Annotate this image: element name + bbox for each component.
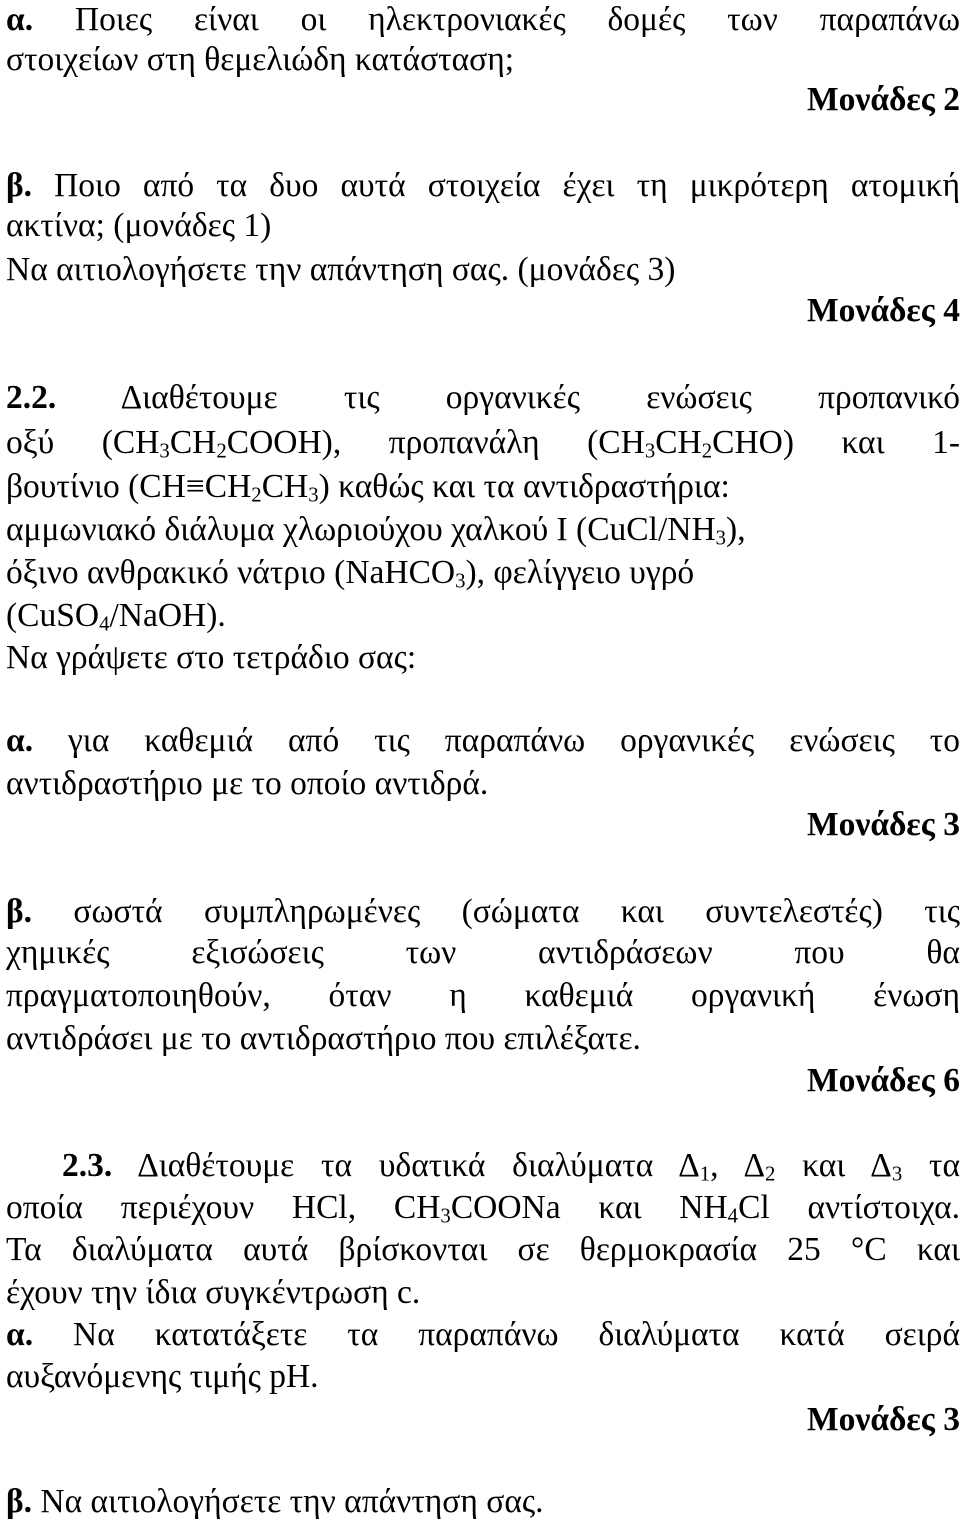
q23-alpha-line2: αυξανόμενης τιμής pH.: [6, 1358, 319, 1395]
q1-beta-line1: β. Ποιο από τα δυο αυτά στοιχεία έχει τη μικρότερη ατομική: [6, 167, 960, 204]
q22-line7: Να γράψετε στο τετράδιο σας:: [6, 639, 417, 676]
q22-beta-points: Μονάδες 6: [807, 1062, 960, 1099]
q22-beta-line4: αντιδράσει με το αντιδραστήριο που επιλέξατε.: [6, 1020, 641, 1057]
q22-beta-line1: β. σωστά συμπληρωμένες (σώματα και συντελεστές) τις: [6, 893, 960, 930]
q23-alpha-points: Μονάδες 3: [807, 1401, 960, 1438]
q22-beta-line2: χημικές εξισώσεις των αντιδράσεων που θα: [6, 934, 960, 971]
q1-alpha-line1: α. Ποιες είναι οι ηλεκτρονιακές δομές των παραπάνω: [6, 1, 960, 38]
q22-beta-line3: πραγματοποιηθούν, όταν η καθεμιά οργανική ένωση: [6, 977, 960, 1014]
q23-number: 2.3.: [62, 1147, 113, 1184]
q23-beta-line1: β. Να αιτιολογήσετε την απάντηση σας.: [6, 1483, 544, 1520]
q1-alpha-points: Μονάδες 2: [807, 81, 960, 118]
q23-line3: Τα διαλύματα αυτά βρίσκονται σε θερμοκρασία 25 °C και: [6, 1231, 960, 1268]
q1-beta-line3: Να αιτιολογήσετε την απάντηση σας. (μονάδες 3): [6, 251, 676, 288]
q22-alpha-line2: αντιδραστήριο με το οποίο αντιδρά.: [6, 765, 489, 802]
triple-bond-symbol: ≡: [185, 468, 205, 505]
q23-alpha-line1: α. Να κατατάξετε τα παραπάνω διαλύματα κατά σειρά: [6, 1316, 960, 1353]
q22-line2: οξύ $(CH_3CH_2COOH)$, προπανάλη $(CH_3CH_2CHO)$ και 1-: [6, 424, 960, 463]
q23-beta-label: β.: [6, 1483, 33, 1520]
q1-beta-points: Μονάδες 4: [807, 292, 960, 329]
q22-beta-label: β.: [6, 893, 33, 930]
q1-beta-line2: ακτίνα; (μονάδες 1): [6, 207, 272, 244]
q22-line4: αμμωνιακό διάλυμα χλωριούχου χαλκού Ι $(CuCl/NH_3)$,: [6, 511, 746, 550]
q1-alpha-line2: στοιχείων στη θεμελιώδη κατάσταση;: [6, 41, 515, 78]
q1-alpha-label: α.: [6, 1, 34, 38]
q23-line4: έχουν την ίδια συγκέντρωση c.: [6, 1274, 421, 1311]
q1-beta-label: β.: [6, 167, 33, 204]
q22-line6: (CuSO$_4$/NaOH).: [6, 597, 226, 636]
q22-number: 2.2.: [6, 379, 57, 416]
q22-line5: όξινο ανθρακικό νάτριο (NaHCO$_3$), φελίγγειο υγρό: [6, 554, 695, 593]
q22-line3: βουτίνιο $(CH\equiv CH_2CH_3)$ καθώς και τα αντιδραστήρια:: [6, 468, 730, 507]
q22-alpha-points: Μονάδες 3: [807, 806, 960, 843]
q22-alpha-line1: α. για καθεμιά από τις παραπάνω οργανικές ενώσεις το: [6, 722, 960, 759]
q23-line2: οποία περιέχουν HCl, $CH_3COONa$ και $NH_4Cl$ αντίστοιχα.: [6, 1189, 960, 1228]
q22-alpha-label: α.: [6, 722, 34, 759]
q22-line1: 2.2. Διαθέτουμε τις οργανικές ενώσεις προπανικό: [6, 379, 960, 416]
q23-line1: 2.3. Διαθέτουμε τα υδατικά διαλύματα $\Delta_1$, $\Delta_2$ και $\Delta_3$ τα: [62, 1147, 960, 1186]
q23-alpha-label: α.: [6, 1316, 34, 1353]
